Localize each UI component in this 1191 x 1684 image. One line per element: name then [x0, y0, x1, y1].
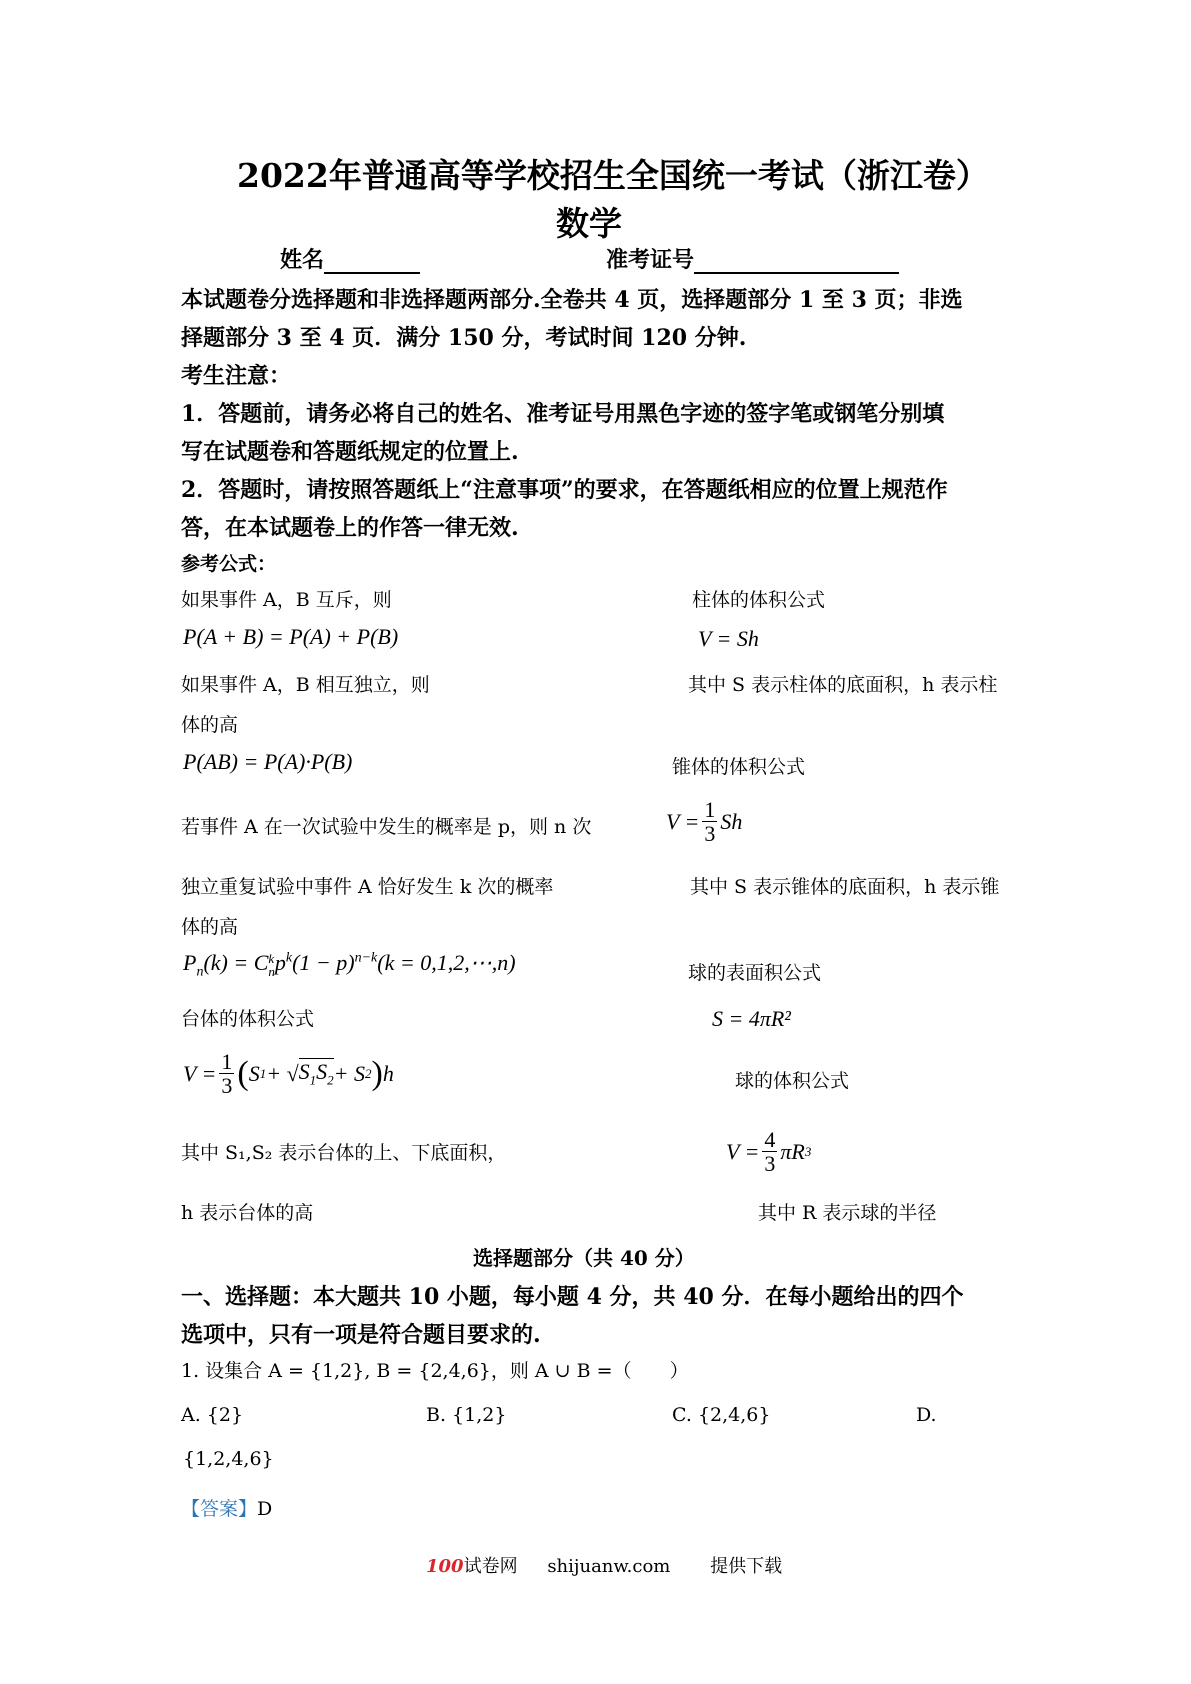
- mutex-formula: P(A + B) = P(A) + P(B): [183, 624, 399, 649]
- option-d-value: {1,2,4,6}: [183, 1448, 274, 1470]
- notice-1-line-2: 写在试题卷和答题纸规定的位置上.: [181, 439, 519, 465]
- prism-note: 其中 S 表示柱体的底面积，h 表示柱: [688, 674, 998, 696]
- page-title: 2022年普通高等学校招生全国统一考试（浙江卷）: [237, 156, 989, 195]
- name-underline: [324, 248, 420, 274]
- indep-text: 如果事件 A，B 相互独立，则: [181, 674, 430, 696]
- sphere-vol-title: 球的体积公式: [735, 1070, 850, 1092]
- section-title: 选择题部分（共 40 分）: [473, 1246, 695, 1270]
- section-instr-line-2: 选项中，只有一项是符合题目要求的.: [181, 1322, 541, 1348]
- formulas-title: 参考公式：: [181, 553, 277, 575]
- sphere-vol-note: 其中 R 表示球的半径: [758, 1202, 937, 1224]
- option-d: D.: [916, 1404, 937, 1426]
- site-url: shijuanw.com: [547, 1556, 671, 1577]
- answer-line: [181, 1494, 272, 1521]
- answer-value: D: [257, 1498, 273, 1520]
- answer-tag: 【答案】: [181, 1498, 258, 1520]
- frustum-formula: V = $\frac{1}{3}$ ( S 1 + √ $S_1S_2$ + S 2 ) h: [183, 1049, 394, 1099]
- cone-title: 锥体的体积公式: [672, 756, 806, 778]
- cone-note: 其中 S 表示锥体的底面积，h 表示锥: [690, 876, 1000, 898]
- name-label: 姓名: [280, 247, 325, 273]
- binom-text-2: 独立重复试验中事件 A 恰好发生 k 次的概率: [181, 876, 554, 898]
- site-logo: 100: [426, 1556, 464, 1577]
- intro-line-2: 择题部分 3 至 4 页．满分 150 分，考试时间 120 分钟.: [181, 325, 747, 351]
- binomial-formula: $P_n(k) = C$ k n $p^k(1 - p)^{n-k}(k$ = 0,1,2,⋯,n): [183, 950, 516, 980]
- id-field: [606, 243, 899, 274]
- intro-line-1: 本试题卷分选择题和非选择题两部分.全卷共 4 页，选择题部分 1 至 3 页；非选: [181, 287, 963, 313]
- question-1-stem: 1. 设集合 A = {1,2}, B = {2,4,6}，则 A ∪ B =（ ）: [181, 1360, 689, 1382]
- sphere-area-formula: S = 4πR²: [712, 1006, 791, 1031]
- prism-note-2: 体的高: [181, 714, 239, 736]
- footer: [426, 1552, 782, 1578]
- cone-formula: V = $\frac{1}{3}$ Sh: [666, 797, 743, 847]
- footer-tagline: 提供下载: [710, 1556, 783, 1577]
- cone-note-2: 体的高: [181, 916, 239, 938]
- notice-1-line-1: 1．答题前，请务必将自己的姓名、准考证号用黑色字迹的签字笔或钢笔分别填: [181, 401, 945, 427]
- notice-title: 考生注意：: [181, 363, 292, 389]
- id-underline: [694, 248, 899, 274]
- binom-text: 若事件 A 在一次试验中发生的概率是 p，则 n 次: [181, 816, 592, 838]
- subject-title: 数学: [556, 204, 622, 243]
- option-a: A. {2}: [181, 1404, 244, 1426]
- sphere-vol-formula: V = $\frac{4}{3}$ πR 3: [726, 1127, 812, 1177]
- name-field: [280, 243, 420, 274]
- section-instr-line-1: 一、选择题：本大题共 10 小题，每小题 4 分，共 40 分．在每小题给出的四个: [181, 1284, 964, 1310]
- indep-formula: P(AB) = P(A)·P(B): [183, 749, 353, 774]
- frustum-note: 其中 S₁,S₂ 表示台体的上、下底面积，: [181, 1142, 507, 1164]
- frustum-title: 台体的体积公式: [181, 1008, 315, 1030]
- mutex-text: 如果事件 A，B 互斥，则: [181, 589, 392, 611]
- prism-title: 柱体的体积公式: [692, 589, 826, 611]
- option-b: B. {1,2}: [426, 1404, 507, 1426]
- id-label: 准考证号: [606, 247, 695, 273]
- option-c: C. {2,4,6}: [672, 1404, 771, 1426]
- frustum-note-2: h 表示台体的高: [181, 1202, 314, 1224]
- sphere-area-title: 球的表面积公式: [688, 962, 822, 984]
- notice-2-line-2: 答，在本试题卷上的作答一律无效.: [181, 515, 519, 541]
- prism-formula: V = Sh: [698, 626, 759, 651]
- notice-2-line-1: 2．答题时，请按照答题纸上“注意事项”的要求，在答题纸相应的位置上规范作: [181, 477, 948, 503]
- site-name: 试卷网: [463, 1556, 518, 1577]
